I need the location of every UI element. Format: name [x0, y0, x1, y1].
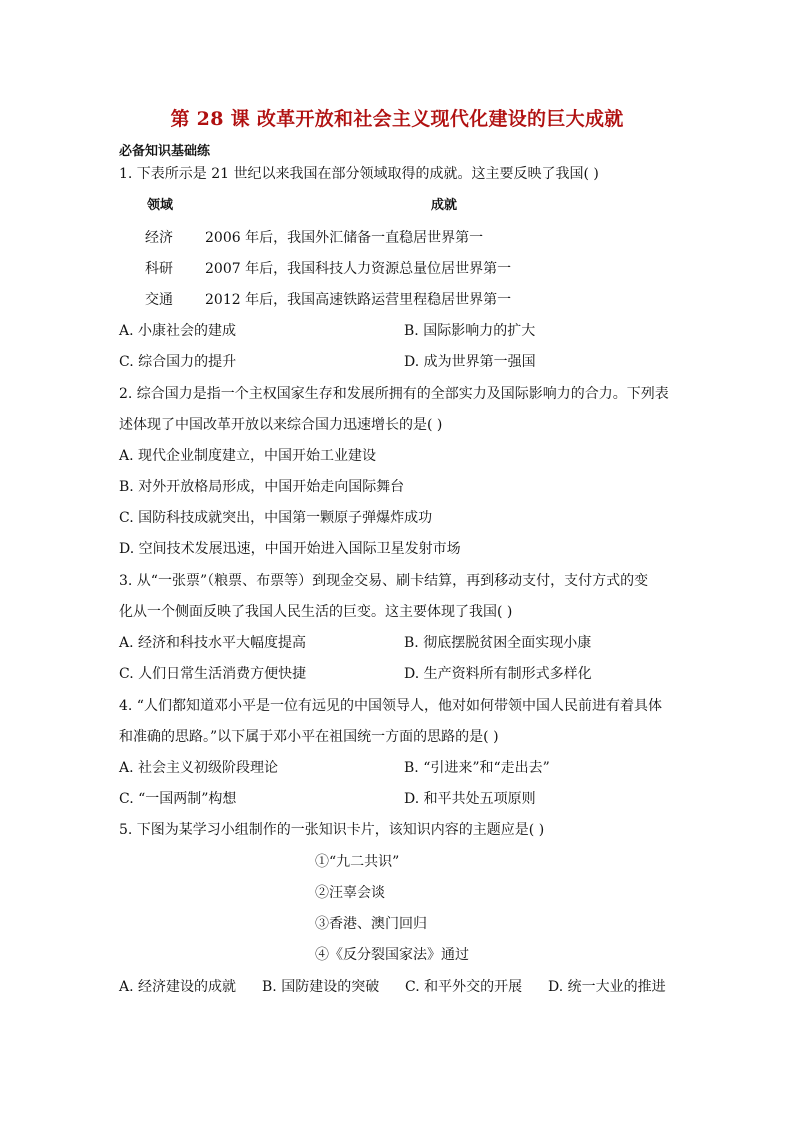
q3-option-a[interactable]: A. 经济和科技水平大幅度提高: [119, 635, 307, 651]
q4-option-b[interactable]: B. “引进来”和“走出去”: [404, 760, 550, 776]
q2-option-c[interactable]: C. 国防科技成就突出，中国第一颗原子弹爆炸成功: [119, 510, 433, 526]
q1-stem: 1. 下表所示是 21 世纪以来我国在部分领域取得的成就。这主要反映了我国( ): [119, 166, 599, 182]
q3-option-b[interactable]: B. 彻底摆脱贫困全面实现小康: [404, 635, 592, 651]
q5-stem: 5. 下图为某学习小组制作的一张知识卡片，该知识内容的主题应是( ): [119, 822, 545, 838]
q4-option-d[interactable]: D. 和平共处五项原则: [404, 791, 536, 807]
q1-table-header-field: 领域: [147, 198, 174, 213]
q5-option-c[interactable]: C. 和平外交的开展: [405, 979, 523, 995]
section-heading: 必备知识基础练: [119, 144, 211, 159]
q3-option-c[interactable]: C. 人们日常生活消费方便快捷: [119, 666, 307, 682]
q1-table-row-achievement: 2012 年后，我国高速铁路运营里程稳居世界第一: [205, 292, 512, 308]
q5-option-a[interactable]: A. 经济建设的成就: [119, 979, 237, 995]
lesson-title: 第 28 课 改革开放和社会主义现代化建设的巨大成就: [170, 108, 624, 130]
q1-table-row-field: 科研: [145, 261, 173, 277]
q5-option-b[interactable]: B. 国防建设的突破: [262, 979, 380, 995]
q2-stem-line: 2. 综合国力是指一个主权国家生存和发展所拥有的全部实力及国际影响力的合力。下列表: [119, 386, 669, 402]
q2-option-a[interactable]: A. 现代企业制度建立，中国开始工业建设: [119, 448, 377, 464]
q4-option-a[interactable]: A. 社会主义初级阶段理论: [119, 760, 279, 776]
q1-option-b[interactable]: B. 国际影响力的扩大: [404, 323, 536, 339]
q3-stem-line: 3. 从“一张票”（粮票、布票等）到现金交易、刷卡结算，再到移动支付，支付方式的变: [119, 573, 649, 589]
q3-option-d[interactable]: D. 生产资料所有制形式多样化: [404, 666, 592, 682]
q3-stem-line: 化从一个侧面反映了我国人民生活的巨变。这主要体现了我国( ): [119, 604, 513, 620]
q2-option-d[interactable]: D. 空间技术发展迅速，中国开始进入国际卫星发射市场: [119, 541, 461, 557]
q1-table-row-field: 交通: [145, 292, 173, 308]
q1-table-row-achievement: 2006 年后，我国外汇储备一直稳居世界第一: [205, 230, 484, 246]
q4-stem-line: 和准确的思路。”以下属于邓小平在祖国统一方面的思路的是( ): [119, 729, 499, 745]
q2-option-b[interactable]: B. 对外开放格局形成，中国开始走向国际舞台: [119, 479, 405, 495]
q5-card-item: ②汪辜会谈: [315, 885, 385, 901]
q4-option-c[interactable]: C. “一国两制”构想: [119, 791, 237, 807]
q2-stem-line: 述体现了中国改革开放以来综合国力迅速增长的是( ): [119, 417, 443, 433]
q1-option-a[interactable]: A. 小康社会的建成: [119, 323, 237, 339]
q4-stem-line: 4. “人们都知道邓小平是一位有远见的中国领导人，他对如何带领中国人民前进有着具体: [119, 698, 662, 714]
q5-option-d[interactable]: D. 统一大业的推进: [548, 979, 666, 995]
q1-table-row-achievement: 2007 年后，我国科技人力资源总量位居世界第一: [205, 261, 512, 277]
q1-option-d[interactable]: D. 成为世界第一强国: [404, 354, 536, 370]
q1-table-header-achievement: 成就: [431, 198, 458, 213]
q1-option-c[interactable]: C. 综合国力的提升: [119, 354, 237, 370]
q5-card-item: ①“九二共识”: [315, 854, 400, 870]
q1-table-row-field: 经济: [145, 230, 173, 246]
q5-card-item: ③香港、澳门回归: [315, 916, 427, 932]
q5-card-item: ④《反分裂国家法》通过: [315, 947, 469, 963]
